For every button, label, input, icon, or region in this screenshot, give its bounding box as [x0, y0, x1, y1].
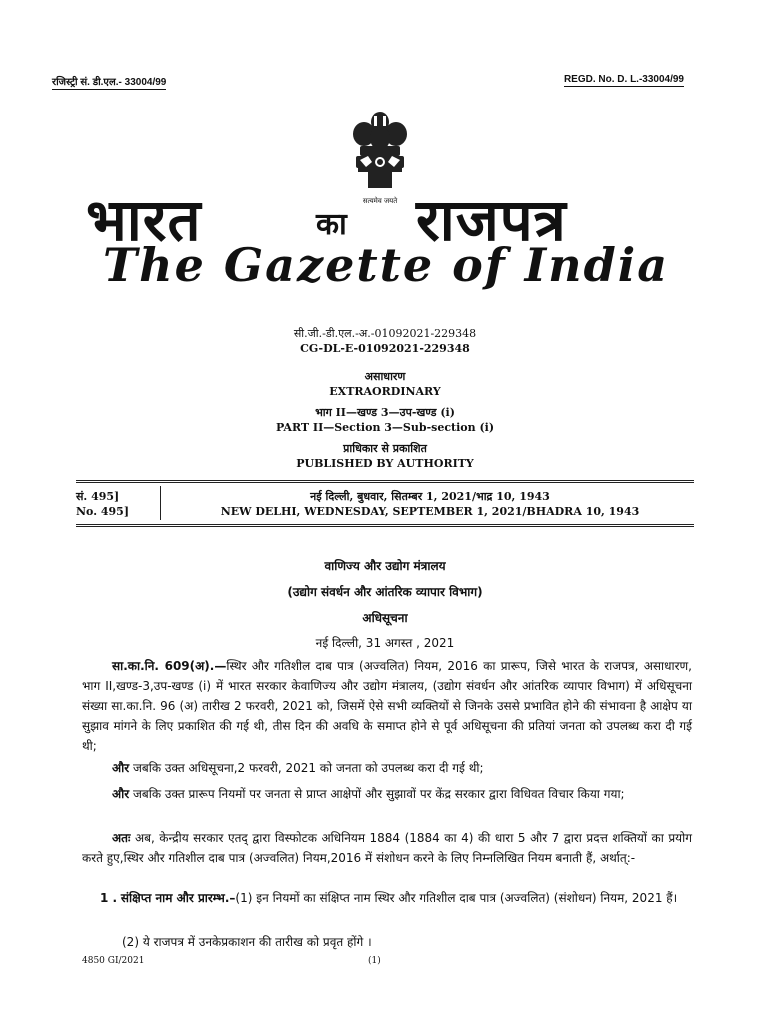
paragraph-2-text: जबकि उक्त अधिसूचना,2 फरवरी, 2021 को जनता को उपलब्ध करा दी गई थी;: [129, 761, 484, 775]
paragraph-2-lead: और: [112, 761, 130, 775]
cg-number-english: CG-DL-E-01092021-229348: [300, 342, 470, 355]
paragraph-4-text: अब, केन्द्रीय सरकार एतद् द्वारा विस्फोटक अधिनियम 1884 (1884 का 4) की धारा 5 और 7 द्वारा प्रदत्त शक्तियों का प्रयोग करते हुए,स्थिर और गतिशील दाब पात्र (अज्वलित) नियम,2016 में संशोधन करने के लिए निम्नलिखित नियम बनाती हैं, अर्थात्:-: [82, 831, 692, 865]
regd-number-hindi: रजिस्ट्री सं. डी.एल.- 33004/99: [52, 74, 166, 90]
notification-date: नई दिल्ली, 31 अगस्त , 2021: [315, 636, 455, 650]
cg-number-hindi: सी.जी.-डी.एल.-अ.-01092021-229348: [293, 327, 477, 340]
ministry-title: वाणिज्य और उद्योग मंत्रालय: [324, 559, 446, 573]
print-code: 4850 GI/2021: [82, 956, 145, 966]
paragraph-3-text: जबकि उक्त प्रारूप नियमों पर जनता से प्राप्त आक्षेपों और सुझावों पर केंद्र सरकार द्वारा विधिवत विचार किया गया;: [129, 787, 625, 801]
paragraph-1-text: स्थिर और गतिशील दाब पात्र (अज्वलित) नियम, 2016 का प्रारूप, जिसे भारत के राजपत्र, असाधारण, भाग II,खण्ड-3,उप-खण्ड (i) में भारत सरकार केवाणिज्य और उद्योग मंत्रालय, (उद्योग संवर्धन और आंतरिक व्यापार विभाग) में अधिसूचना संख्या सा.का.नि. 96 (अ) तारीख 2 फरवरी, 2021 को, जिसमें ऐसे सभी व्यक्तियों से जिनके उससे प्रभावित होने की संभावना है आक्षेप या सुझाव मांगने के लिए प्रकाशित की गई थी, तीस दिन की अवधि के समाप्त होने से पूर्व अधिसूचना की प्रतियां जनता को उपलब्ध करा दी गई थी;: [82, 659, 692, 753]
paragraph-1: [82, 656, 692, 756]
paragraph-4: [82, 828, 692, 868]
rule-1: [100, 888, 692, 908]
emblem-motto: सत्यमेव जयते: [362, 197, 398, 205]
paragraph-3-lead: और: [112, 787, 130, 801]
rule-1-number: 1 .: [100, 891, 118, 905]
part-hindi: भाग II—खण्ड 3—उप-खण्ड (i): [315, 406, 455, 419]
extraordinary-hindi: असाधारण: [364, 370, 406, 383]
rule-1-title: संक्षिप्त नाम और प्रारम्भ.–: [120, 891, 236, 905]
notification-heading: अधिसूचना: [362, 611, 408, 625]
bottom-rule: [76, 524, 694, 527]
issue-date-english: NEW DELHI, WEDNESDAY, SEPTEMBER 1, 2021/BHADRA 10, 1943: [220, 505, 640, 518]
page-number: (1): [368, 956, 381, 966]
masthead-hindi-right: राजपत्र: [416, 186, 567, 254]
department-title: (उद्योग संवर्धन और आंतरिक व्यापार विभाग): [287, 585, 483, 599]
masthead-hindi-left: भारत: [86, 186, 202, 254]
masthead-english: The Gazette of India: [102, 238, 670, 292]
top-rule: [76, 480, 694, 483]
authority-hindi: प्राधिकार से प्रकाशित: [343, 442, 427, 455]
masthead-hindi-mid: का: [316, 207, 347, 242]
part-english: PART II—Section 3—Sub-section (i): [275, 421, 495, 434]
issue-date-hindi: नई दिल्ली, बुधवार, सितम्बर 1, 2021/भाद्र 10, 1943: [310, 490, 550, 503]
authority-english: PUBLISHED BY AUTHORITY: [296, 457, 474, 470]
rule-1-text: (1) इन नियमों का संक्षिप्त नाम स्थिर और गतिशील दाब पात्र (अज्वलित) (संशोधन) नियम, 2021 हैं।: [235, 891, 678, 905]
notification-number: सा.का.नि. 609(अ).—: [112, 659, 227, 673]
issue-number-hindi: सं. 495]: [76, 490, 120, 503]
paragraph-3: [82, 784, 692, 804]
rule-1-sub-2: (2) ये राजपत्र में उनकेप्रकाशन की तारीख को प्रवृत होंगे ।: [122, 935, 372, 949]
regd-number-english: REGD. No. D. L.-33004/99: [563, 74, 684, 85]
paragraph-4-lead: अतः: [112, 831, 131, 845]
issue-divider: [160, 486, 161, 520]
issue-number-english: No. 495]: [76, 505, 130, 518]
paragraph-2: [82, 758, 692, 778]
extraordinary-english: EXTRAORDINARY: [329, 385, 441, 398]
